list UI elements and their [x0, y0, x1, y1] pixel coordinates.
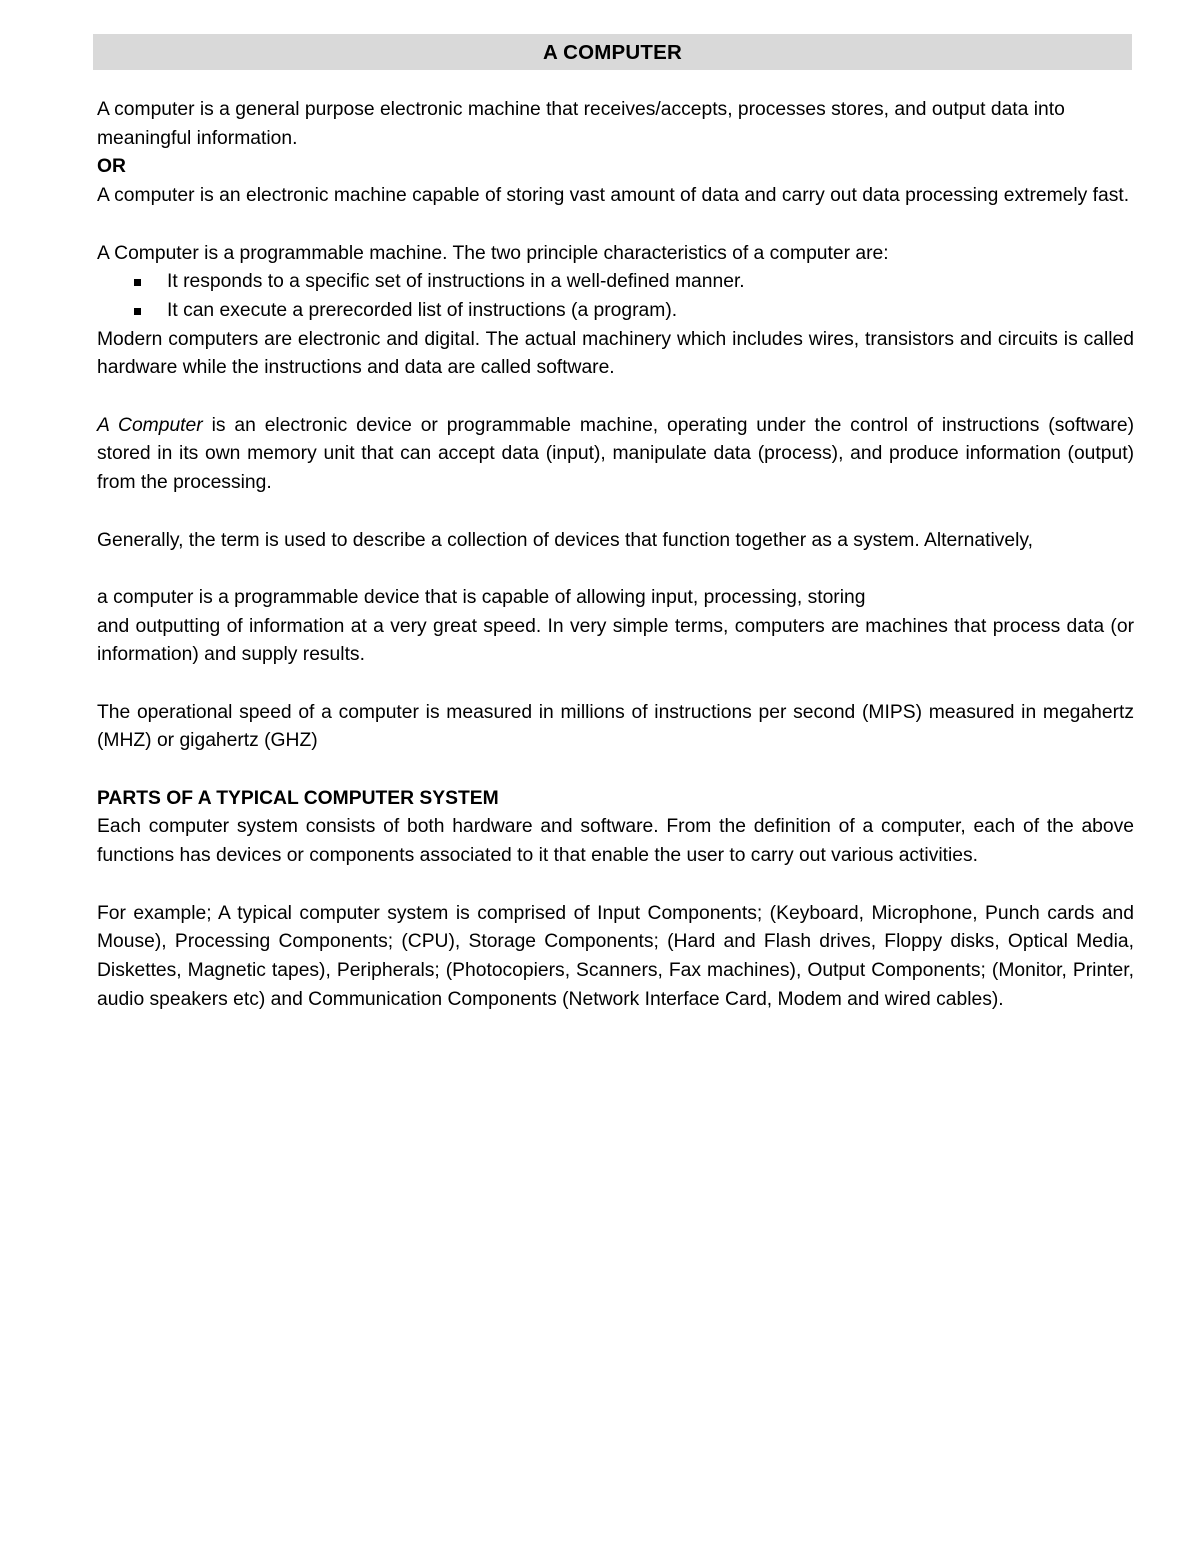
- page-title: A COMPUTER: [93, 34, 1132, 70]
- characteristics-list: [97, 268, 1134, 325]
- list-item-text: It can execute a prerecorded list of instructions (a program).: [167, 299, 678, 321]
- list-item: [97, 268, 1134, 297]
- or-label: OR: [97, 156, 126, 178]
- paragraph-gap: [97, 555, 1134, 584]
- modern-computers-paragraph: Modern computers are electronic and digital. The actual machinery which includes wires, transistors and circuits is called hardware while the instructions and data are called software.: [97, 328, 1134, 379]
- parts-paragraph: Each computer system consists of both hardware and software. From the definition of a computer, each of the above functions has devices or components associated to it that enable the user to carry out various activities.: [97, 816, 1134, 867]
- paragraph-gap: [97, 211, 1134, 240]
- paragraph-gap: [97, 756, 1134, 785]
- list-item-text: It responds to a specific set of instructions in a well-defined manner.: [167, 271, 745, 293]
- speed-paragraph: The operational speed of a computer is measured in millions of instructions per second (MIPS) measured in megahertz (MHZ) or gigahertz (GHZ): [97, 701, 1134, 752]
- definition-1: A computer is a general purpose electronic machine that receives/accepts, processes stores, and output data into meaningful information.: [97, 99, 1065, 149]
- definition-4-term: A Computer: [97, 414, 203, 436]
- generally-paragraph: Generally, the term is used to describe a collection of devices that function together as a system. Alternatively,: [97, 529, 1033, 551]
- definition-3-intro: A Computer is a programmable machine. The two principle characteristics of a computer are:: [97, 242, 889, 264]
- document-body: [97, 96, 1134, 1014]
- paragraph-gap: [97, 670, 1134, 699]
- paragraph-gap: [97, 871, 1134, 900]
- square-bullet-icon: [134, 308, 141, 315]
- definition-4: [97, 412, 1134, 498]
- section-heading: PARTS OF A TYPICAL COMPUTER SYSTEM: [97, 787, 499, 809]
- paragraph-gap: [97, 383, 1134, 412]
- alternative-line-1: a computer is a programmable device that is capable of allowing input, processing, storing: [97, 586, 866, 608]
- paragraph-gap: [97, 498, 1134, 527]
- definition-4-text: is an electronic device or programmable machine, operating under the control of instructions (software) stored in its own memory unit that can accept data (input), manipulate data (process), and produce information (output) from the processing.: [97, 414, 1134, 494]
- definition-2: A computer is an electronic machine capable of storing vast amount of data and carry out data processing extremely fast.: [97, 185, 1130, 207]
- example-paragraph: For example; A typical computer system is comprised of Input Components; (Keyboard, Microphone, Punch cards and Mouse), Processing Components; (CPU), Storage Components; (Hard and Flash drives, Floppy disks, Optical Media, Diskettes, Magnetic tapes), Peripherals; (Photocopiers, Scanners, Fax machines), Output Components; (Monitor, Printer, audio speakers etc) and Communication Components (Network Interface Card, Modem and wired cables).: [97, 902, 1134, 1010]
- list-item: [97, 297, 1134, 326]
- alternative-line-2: and outputting of information at a very great speed. In very simple terms, computers are machines that process data (or information) and supply results.: [97, 615, 1134, 666]
- square-bullet-icon: [134, 279, 141, 286]
